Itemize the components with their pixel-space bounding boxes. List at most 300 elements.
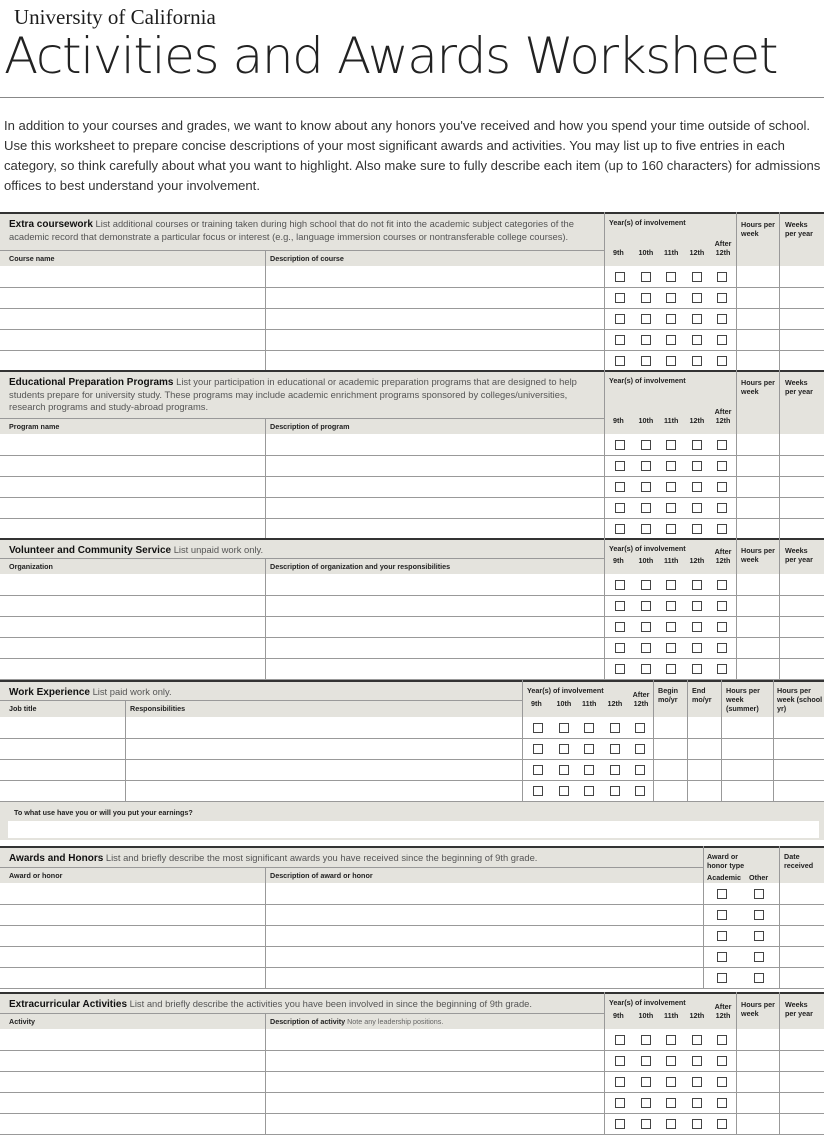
year-checkbox[interactable] (717, 622, 727, 632)
entry-name-field[interactable] (0, 780, 125, 801)
entry-description-field[interactable] (265, 616, 604, 637)
year-checkbox[interactable] (615, 1077, 625, 1087)
grade-label-g10: 10th (638, 416, 654, 425)
year-checkbox[interactable] (615, 1098, 625, 1108)
column-label-text: Description of organization and your responsibilities (270, 562, 451, 571)
year-checkbox[interactable] (641, 1077, 651, 1087)
year-checkbox[interactable] (641, 643, 651, 653)
year-checkbox[interactable] (692, 1035, 702, 1045)
hours-school-field[interactable] (773, 717, 824, 738)
entry-description-field[interactable] (125, 738, 522, 759)
grade-label-g11: 11th (664, 416, 679, 425)
hours-per-week-field[interactable] (736, 1113, 779, 1134)
column-label-note: Note any leadership positions. (347, 1017, 444, 1026)
entry-name-field[interactable] (0, 925, 265, 946)
entry-name-field[interactable] (0, 287, 265, 308)
hours-per-week-field[interactable] (736, 287, 779, 308)
hours-summer-field[interactable] (721, 738, 773, 759)
year-checkbox[interactable] (615, 1035, 625, 1045)
entry-description-field[interactable] (265, 350, 604, 371)
earnings-question: To what use have you or will you put your earnings? (14, 808, 193, 817)
column-label-description (270, 422, 349, 431)
entry-name-field[interactable] (0, 308, 265, 329)
year-checkbox[interactable] (717, 314, 727, 324)
grade-label-g9: 9th (613, 416, 624, 425)
entry-description-field[interactable] (265, 434, 604, 455)
weeks-per-year-field[interactable] (779, 455, 824, 476)
entry-name-field[interactable] (0, 946, 265, 967)
begin-date-field[interactable] (653, 759, 687, 780)
year-checkbox[interactable] (717, 601, 727, 611)
other-checkbox[interactable] (754, 931, 764, 941)
section-description (9, 998, 599, 1011)
year-checkbox[interactable] (717, 272, 727, 282)
section-extracurricular (0, 992, 824, 1136)
hours-school-label: Hours per week (school yr) (777, 686, 823, 713)
begin-date-field[interactable] (653, 780, 687, 801)
end-date-field[interactable] (687, 738, 721, 759)
column-label-description (270, 254, 344, 263)
entry-name-field[interactable] (0, 434, 265, 455)
other-checkbox[interactable] (754, 889, 764, 899)
entry-description-field[interactable] (265, 904, 703, 925)
year-checkbox[interactable] (717, 1098, 727, 1108)
entry-name-field[interactable] (0, 574, 265, 595)
entry-description-field[interactable] (265, 518, 604, 539)
year-checkbox[interactable] (641, 293, 651, 303)
entry-name-field[interactable] (0, 518, 265, 539)
year-checkbox[interactable] (641, 482, 651, 492)
grade-label-g9: 9th (613, 556, 624, 565)
year-checkbox[interactable] (641, 664, 651, 674)
entry-description-field[interactable] (265, 329, 604, 350)
year-checkbox[interactable] (615, 664, 625, 674)
year-checkbox[interactable] (641, 1056, 651, 1066)
hours-per-week-field[interactable] (736, 266, 779, 287)
hours-per-week-field[interactable] (736, 329, 779, 350)
year-checkbox[interactable] (666, 601, 676, 611)
entry-name-field[interactable] (0, 497, 265, 518)
section-instructions: List and briefly describe the activities you have been involved in since the beginning of 9th grade. (129, 998, 532, 1009)
entry-name-field[interactable] (0, 350, 265, 371)
year-checkbox[interactable] (666, 314, 676, 324)
section-description (9, 376, 579, 413)
year-checkbox[interactable] (692, 1077, 702, 1087)
year-checkbox[interactable] (666, 293, 676, 303)
year-checkbox[interactable] (666, 440, 676, 450)
entry-description-field[interactable] (265, 1050, 604, 1071)
hours-per-week-field[interactable] (736, 455, 779, 476)
year-checkbox[interactable] (666, 1098, 676, 1108)
year-checkbox[interactable] (615, 524, 625, 534)
academic-checkbox[interactable] (717, 952, 727, 962)
year-checkbox[interactable] (533, 723, 543, 733)
weeks-per-year-field[interactable] (779, 658, 824, 679)
year-checkbox[interactable] (717, 1056, 727, 1066)
section-instructions: List paid work only. (92, 686, 172, 697)
year-checkbox[interactable] (610, 723, 620, 733)
weeks-per-year-field[interactable] (779, 574, 824, 595)
column-header-divider (0, 700, 522, 701)
section-instructions: List and briefly describe the most significant awards you have received since the beginning of 9th grade. (105, 852, 538, 863)
year-checkbox[interactable] (666, 1119, 676, 1129)
year-checkbox[interactable] (692, 1098, 702, 1108)
academic-checkbox[interactable] (717, 889, 727, 899)
column-header-divider (0, 558, 604, 559)
date-received-field[interactable] (779, 883, 824, 904)
year-checkbox[interactable] (615, 1119, 625, 1129)
year-checkbox[interactable] (610, 744, 620, 754)
year-checkbox[interactable] (692, 461, 702, 471)
weeks-per-year-field[interactable] (779, 329, 824, 350)
year-checkbox[interactable] (533, 765, 543, 775)
weeks-per-year-field[interactable] (779, 518, 824, 539)
entry-description-field[interactable] (265, 967, 703, 988)
hours-per-week-field[interactable] (736, 637, 779, 658)
year-checkbox[interactable] (717, 664, 727, 674)
years-involvement-label: Year(s) of involvement (609, 218, 686, 227)
grade-label-g12: 12th (689, 416, 705, 425)
year-checkbox[interactable] (641, 356, 651, 366)
year-checkbox[interactable] (666, 524, 676, 534)
grade-label-g11: 11th (664, 556, 679, 565)
year-checkbox[interactable] (641, 601, 651, 611)
hours-per-week-field[interactable] (736, 595, 779, 616)
academic-checkbox[interactable] (717, 973, 727, 983)
academic-checkbox[interactable] (717, 910, 727, 920)
section-work-experience (0, 680, 824, 817)
entry-description-field[interactable] (265, 308, 604, 329)
year-checkbox[interactable] (692, 622, 702, 632)
hours-school-field[interactable] (773, 780, 824, 801)
entry-description-field[interactable] (125, 780, 522, 801)
entry-name-field[interactable] (0, 329, 265, 350)
entry-name-field[interactable] (0, 455, 265, 476)
year-checkbox[interactable] (692, 482, 702, 492)
other-checkbox[interactable] (754, 952, 764, 962)
year-checkbox[interactable] (692, 272, 702, 282)
hours-summer-field[interactable] (721, 717, 773, 738)
year-checkbox[interactable] (666, 335, 676, 345)
year-checkbox[interactable] (692, 335, 702, 345)
column-label-description (130, 704, 185, 713)
year-checkbox[interactable] (717, 643, 727, 653)
year-checkbox[interactable] (635, 723, 645, 733)
hours-per-week-field[interactable] (736, 434, 779, 455)
year-checkbox[interactable] (666, 461, 676, 471)
year-checkbox[interactable] (610, 765, 620, 775)
year-checkbox[interactable] (635, 744, 645, 754)
weeks-per-year-field[interactable] (779, 1071, 824, 1092)
section-title: Volunteer and Community Service (9, 545, 172, 556)
weeks-per-year-field[interactable] (779, 1092, 824, 1113)
entry-name-field[interactable] (0, 637, 265, 658)
year-checkbox[interactable] (666, 356, 676, 366)
date-received-label: Date received (784, 852, 814, 870)
year-checkbox[interactable] (641, 622, 651, 632)
year-checkbox[interactable] (641, 580, 651, 590)
section-title: Extra coursework (9, 219, 93, 230)
year-checkbox[interactable] (692, 356, 702, 366)
date-received-field[interactable] (779, 904, 824, 925)
date-received-field[interactable] (779, 967, 824, 988)
hours-per-week-field[interactable] (736, 1029, 779, 1050)
year-checkbox[interactable] (615, 580, 625, 590)
year-checkbox[interactable] (584, 723, 594, 733)
year-checkbox[interactable] (584, 765, 594, 775)
year-checkbox[interactable] (717, 580, 727, 590)
column-label-left: Activity (9, 1017, 35, 1026)
grade-label-g10: 10th (638, 556, 654, 565)
year-checkbox[interactable] (692, 1119, 702, 1129)
entry-description-field[interactable] (265, 476, 604, 497)
entry-description-field[interactable] (265, 637, 604, 658)
year-checkbox[interactable] (635, 786, 645, 796)
entry-description-field[interactable] (265, 925, 703, 946)
year-checkbox[interactable] (615, 503, 625, 513)
entry-description-field[interactable] (265, 1071, 604, 1092)
grade-label-g10: 10th (638, 1011, 654, 1020)
year-checkbox[interactable] (666, 503, 676, 513)
year-checkbox[interactable] (533, 786, 543, 796)
entry-name-field[interactable] (0, 759, 125, 780)
year-checkbox[interactable] (666, 1035, 676, 1045)
entry-description-field[interactable] (265, 883, 703, 904)
after-12th-label: After 12th (714, 547, 732, 565)
weeks-per-year-label: Weeks per year (785, 220, 813, 238)
weeks-per-year-field[interactable] (779, 350, 824, 371)
year-checkbox[interactable] (615, 356, 625, 366)
year-checkbox[interactable] (666, 622, 676, 632)
section-awards-honors (0, 846, 824, 990)
year-checkbox[interactable] (641, 440, 651, 450)
weeks-per-year-field[interactable] (779, 637, 824, 658)
academic-checkbox[interactable] (717, 931, 727, 941)
entry-name-field[interactable] (0, 1113, 265, 1134)
weeks-per-year-field[interactable] (779, 476, 824, 497)
year-checkbox[interactable] (717, 1077, 727, 1087)
year-checkbox[interactable] (692, 440, 702, 450)
year-checkbox[interactable] (717, 503, 727, 513)
entry-description-field[interactable] (265, 1113, 604, 1134)
hours-per-week-field[interactable] (736, 350, 779, 371)
entry-name-field[interactable] (0, 658, 265, 679)
year-checkbox[interactable] (717, 335, 727, 345)
after-12th-label: After 12th (632, 690, 650, 708)
section-extra-coursework (0, 212, 824, 373)
weeks-per-year-field[interactable] (779, 1113, 824, 1134)
other-checkbox[interactable] (754, 973, 764, 983)
entry-name-field[interactable] (0, 1029, 265, 1050)
date-received-field[interactable] (779, 946, 824, 967)
entry-description-field[interactable] (265, 1029, 604, 1050)
entry-name-field[interactable] (0, 967, 265, 988)
entry-name-field[interactable] (0, 616, 265, 637)
year-checkbox[interactable] (584, 744, 594, 754)
column-label-text: Responsibilities (130, 704, 186, 713)
entry-name-field[interactable] (0, 904, 265, 925)
year-checkbox[interactable] (615, 272, 625, 282)
weeks-per-year-label: Weeks per year (785, 378, 813, 396)
entry-description-field[interactable] (265, 595, 604, 616)
end-date-field[interactable] (687, 717, 721, 738)
year-checkbox[interactable] (717, 482, 727, 492)
date-received-field[interactable] (779, 925, 824, 946)
entry-name-field[interactable] (0, 1050, 265, 1071)
year-checkbox[interactable] (666, 1056, 676, 1066)
hours-per-week-field[interactable] (736, 574, 779, 595)
hours-per-week-field[interactable] (736, 497, 779, 518)
grade-label-g12: 12th (689, 1011, 705, 1020)
year-checkbox[interactable] (533, 744, 543, 754)
year-checkbox[interactable] (615, 293, 625, 303)
year-checkbox[interactable] (610, 786, 620, 796)
entry-name-field[interactable] (0, 266, 265, 287)
year-checkbox[interactable] (692, 601, 702, 611)
entry-description-field[interactable] (265, 266, 604, 287)
year-checkbox[interactable] (615, 482, 625, 492)
year-checkbox[interactable] (666, 1077, 676, 1087)
year-checkbox[interactable] (666, 580, 676, 590)
year-checkbox[interactable] (641, 335, 651, 345)
year-checkbox[interactable] (641, 1098, 651, 1108)
year-checkbox[interactable] (559, 786, 569, 796)
weeks-per-year-field[interactable] (779, 308, 824, 329)
column-header-divider (0, 250, 604, 251)
weeks-per-year-field[interactable] (779, 616, 824, 637)
year-checkbox[interactable] (584, 786, 594, 796)
after-12th-label: After 12th (714, 239, 732, 257)
hours-per-week-field[interactable] (736, 476, 779, 497)
hours-per-week-field[interactable] (736, 1092, 779, 1113)
after-12th-label: After 12th (714, 407, 732, 425)
year-checkbox[interactable] (635, 765, 645, 775)
year-checkbox[interactable] (692, 314, 702, 324)
end-date-field[interactable] (687, 780, 721, 801)
year-checkbox[interactable] (641, 1035, 651, 1045)
grade-label-g10: 10th (638, 248, 654, 257)
weeks-per-year-field[interactable] (779, 287, 824, 308)
entry-description-field[interactable] (265, 574, 604, 595)
grade-label-g11: 11th (664, 1011, 679, 1020)
end-date-field[interactable] (687, 759, 721, 780)
entry-name-field[interactable] (0, 1071, 265, 1092)
section-title: Work Experience (9, 687, 90, 698)
hours-per-week-field[interactable] (736, 308, 779, 329)
year-checkbox[interactable] (692, 524, 702, 534)
year-checkbox[interactable] (666, 643, 676, 653)
year-checkbox[interactable] (641, 461, 651, 471)
begin-date-field[interactable] (653, 717, 687, 738)
entry-name-field[interactable] (0, 883, 265, 904)
hours-summer-field[interactable] (721, 780, 773, 801)
entry-description-field[interactable] (265, 287, 604, 308)
other-checkbox[interactable] (754, 910, 764, 920)
earnings-input[interactable] (8, 821, 819, 838)
year-checkbox[interactable] (615, 643, 625, 653)
year-checkbox[interactable] (717, 461, 727, 471)
year-checkbox[interactable] (615, 1056, 625, 1066)
weeks-per-year-field[interactable] (779, 1050, 824, 1071)
year-checkbox[interactable] (641, 314, 651, 324)
year-checkbox[interactable] (717, 293, 727, 303)
year-checkbox[interactable] (692, 503, 702, 513)
year-checkbox[interactable] (692, 1056, 702, 1066)
entry-description-field[interactable] (265, 1092, 604, 1113)
entry-name-field[interactable] (0, 738, 125, 759)
year-checkbox[interactable] (717, 524, 727, 534)
year-checkbox[interactable] (615, 314, 625, 324)
hours-summer-field[interactable] (721, 759, 773, 780)
year-checkbox[interactable] (692, 664, 702, 674)
hours-per-week-field[interactable] (736, 1071, 779, 1092)
entry-description-field[interactable] (125, 759, 522, 780)
entry-description-field[interactable] (125, 717, 522, 738)
year-checkbox[interactable] (666, 664, 676, 674)
weeks-per-year-field[interactable] (779, 1029, 824, 1050)
entry-name-field[interactable] (0, 717, 125, 738)
year-checkbox[interactable] (559, 723, 569, 733)
hours-per-week-label: Hours per week (741, 378, 775, 396)
year-checkbox[interactable] (641, 1119, 651, 1129)
year-checkbox[interactable] (641, 524, 651, 534)
year-checkbox[interactable] (666, 482, 676, 492)
column-label-description (270, 562, 450, 571)
year-checkbox[interactable] (692, 643, 702, 653)
page-title: Activities and Awards Worksheet (4, 27, 778, 85)
hours-per-week-field[interactable] (736, 658, 779, 679)
year-checkbox[interactable] (717, 440, 727, 450)
section-bottom-rule (0, 801, 824, 802)
year-checkbox[interactable] (559, 765, 569, 775)
year-checkbox[interactable] (717, 1035, 727, 1045)
weeks-per-year-field[interactable] (779, 434, 824, 455)
year-checkbox[interactable] (692, 293, 702, 303)
hours-per-week-field[interactable] (736, 518, 779, 539)
year-checkbox[interactable] (641, 272, 651, 282)
entry-description-field[interactable] (265, 497, 604, 518)
column-label-description (270, 1017, 443, 1026)
entry-name-field[interactable] (0, 1092, 265, 1113)
year-checkbox[interactable] (666, 272, 676, 282)
entry-name-field[interactable] (0, 476, 265, 497)
year-checkbox[interactable] (615, 461, 625, 471)
entry-description-field[interactable] (265, 946, 703, 967)
hours-per-week-field[interactable] (736, 616, 779, 637)
year-checkbox[interactable] (615, 440, 625, 450)
entry-name-field[interactable] (0, 595, 265, 616)
weeks-per-year-field[interactable] (779, 595, 824, 616)
weeks-per-year-field[interactable] (779, 497, 824, 518)
year-checkbox[interactable] (615, 622, 625, 632)
year-checkbox[interactable] (717, 1119, 727, 1129)
year-checkbox[interactable] (559, 744, 569, 754)
hours-per-week-field[interactable] (736, 1050, 779, 1071)
year-checkbox[interactable] (717, 356, 727, 366)
weeks-per-year-field[interactable] (779, 266, 824, 287)
year-checkbox[interactable] (692, 580, 702, 590)
begin-date-field[interactable] (653, 738, 687, 759)
year-checkbox[interactable] (641, 503, 651, 513)
year-checkbox[interactable] (615, 601, 625, 611)
hours-school-field[interactable] (773, 738, 824, 759)
column-label-description (270, 871, 373, 880)
entry-description-field[interactable] (265, 455, 604, 476)
section-instructions: List your participation in educational or academic preparation programs that are designed to help students prepare for university study. These programs may include academic enrichment programs sponsored by colleges/universities, research programs and study-abroad programs. (9, 376, 577, 412)
year-checkbox[interactable] (615, 335, 625, 345)
hours-school-field[interactable] (773, 759, 824, 780)
entry-description-field[interactable] (265, 658, 604, 679)
